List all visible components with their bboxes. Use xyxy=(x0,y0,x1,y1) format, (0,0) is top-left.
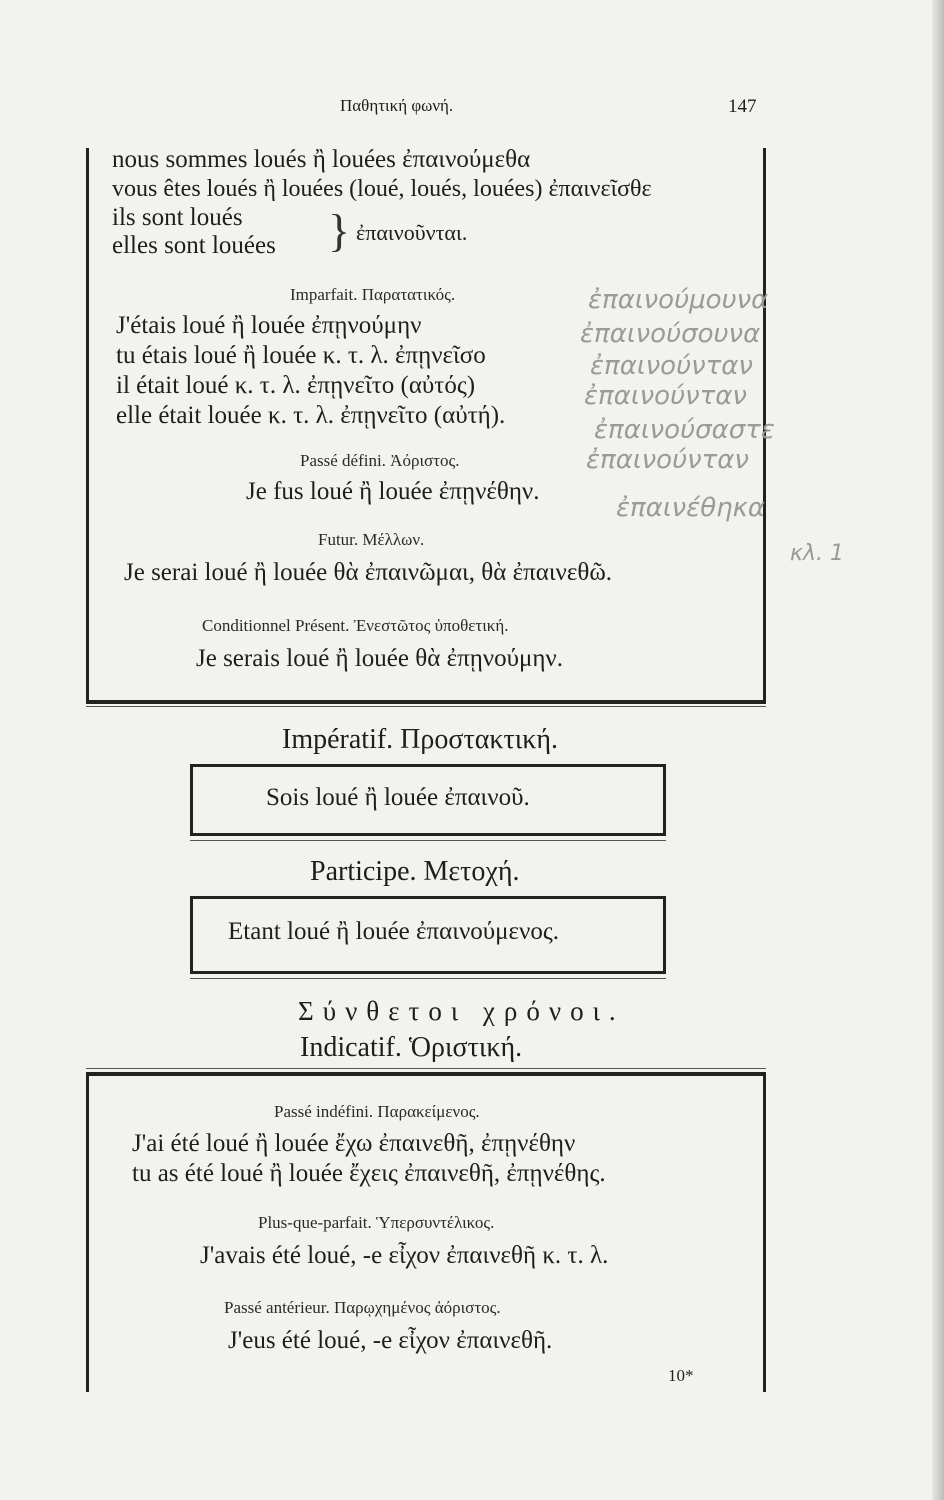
present-line-1: nous sommes loués ἢ louées ἐπαινούμεθα xyxy=(112,146,531,173)
imparfait-line-1: J'étais loué ἢ louée ἐπῃνούμην xyxy=(116,312,422,339)
futur-line: Je serai loué ἢ louée θὰ ἐπαινῶμαι, θὰ ἐπαινεθῶ. xyxy=(124,559,613,586)
passe-indefini-label: Passé indéfini. Παρακείμενος. xyxy=(274,1102,480,1121)
plus-que-parfait-label: Plus-que-parfait. Ὑπερσυντέλικος. xyxy=(258,1213,495,1232)
passe-defini-line: Je fus loué ἢ louée ἐπῃνέθην. xyxy=(246,478,540,505)
conditionnel-label: Conditionnel Présent. Ἐνεστῶτος ὑποθετική. xyxy=(202,616,509,635)
brace-symbol: } xyxy=(328,205,351,256)
page-edge-shadow xyxy=(932,0,944,1500)
participe-heading: Participe. Μετοχή. xyxy=(310,856,520,887)
handwriting-line-7: ἐπαινέθηκα xyxy=(616,493,766,523)
pencil-handwriting-annotations xyxy=(580,270,860,600)
imparfait-label: Imparfait. Παρατατικός. xyxy=(290,285,456,304)
composes-heading: Σύνθετοι χρόνοι. xyxy=(298,996,625,1026)
handwriting-line-6: ἐπαινούνταν xyxy=(586,445,749,475)
running-header-title: Παθητική φωνή. xyxy=(340,96,454,115)
futur-label: Futur. Μέλλων. xyxy=(318,530,425,549)
handwriting-line-3: ἐπαινούνταν xyxy=(590,351,753,381)
plus-que-parfait-line: J'avais été loué, -e εἶχον ἐπαινεθῆ κ. τ. λ. xyxy=(200,1242,609,1269)
passe-anterieur-line: J'eus été loué, -e εἶχον ἐπαινεθῆ. xyxy=(228,1327,553,1354)
imparfait-line-3: il était loué κ. τ. λ. ἐπῃνεῖτο (αὐτός) xyxy=(116,372,476,399)
passe-defini-label: Passé défini. Ἀόριστος. xyxy=(300,451,460,470)
conditionnel-line: Je serais loué ἢ louée θὰ ἐπῃνούμην. xyxy=(196,645,563,672)
imperatif-line: Sois loué ἢ louée ἐπαινοῦ. xyxy=(266,784,530,811)
present-line-4: elles sont louées xyxy=(112,232,276,259)
imperatif-heading: Impératif. Προστακτική. xyxy=(282,724,559,755)
passe-anterieur-label: Passé antérieur. Παρῳχημένος ἀόριστος. xyxy=(224,1298,501,1317)
handwriting-line-2: ἐπαινούσουνα xyxy=(580,319,761,349)
imparfait-line-2: tu étais loué ἢ louée κ. τ. λ. ἐπῃνεῖσο xyxy=(116,342,486,369)
composes-subheading: Indicatif. Ὁριστική. xyxy=(300,1032,523,1063)
page-number: 147 xyxy=(728,96,757,117)
handwriting-line-8: κλ. 1 xyxy=(790,541,844,566)
imparfait-line-4: elle était louée κ. τ. λ. ἐπῃνεῖτο (αὐτή). xyxy=(116,402,506,429)
frame-underline xyxy=(86,706,766,707)
participe-line: Etant loué ἢ louée ἐπαινούμενος. xyxy=(228,918,559,945)
passe-indefini-line-1: J'ai été loué ἢ louée ἔχω ἐπαινεθῆ, ἐπῃνέθην xyxy=(132,1130,576,1157)
handwriting-line-1: ἐπαινούμουνα xyxy=(588,285,769,315)
handwriting-line-5: ἐπαινούσαστε xyxy=(594,415,775,445)
handwriting-line-4: ἐπαινούνταν xyxy=(584,381,747,411)
frame-overline xyxy=(86,1068,766,1069)
present-line-greek: ἐπαινοῦνται. xyxy=(356,220,468,245)
passe-indefini-line-2: tu as été loué ἢ louée ἔχεις ἐπαινεθῆ, ἐπῃνέθης. xyxy=(132,1160,606,1187)
present-line-2: vous êtes loués ἢ louées (loué, loués, louées) ἐπαινεῖσθε xyxy=(112,176,652,202)
signature-mark: 10* xyxy=(668,1366,694,1385)
present-line-3: ils sont loués xyxy=(112,204,243,231)
